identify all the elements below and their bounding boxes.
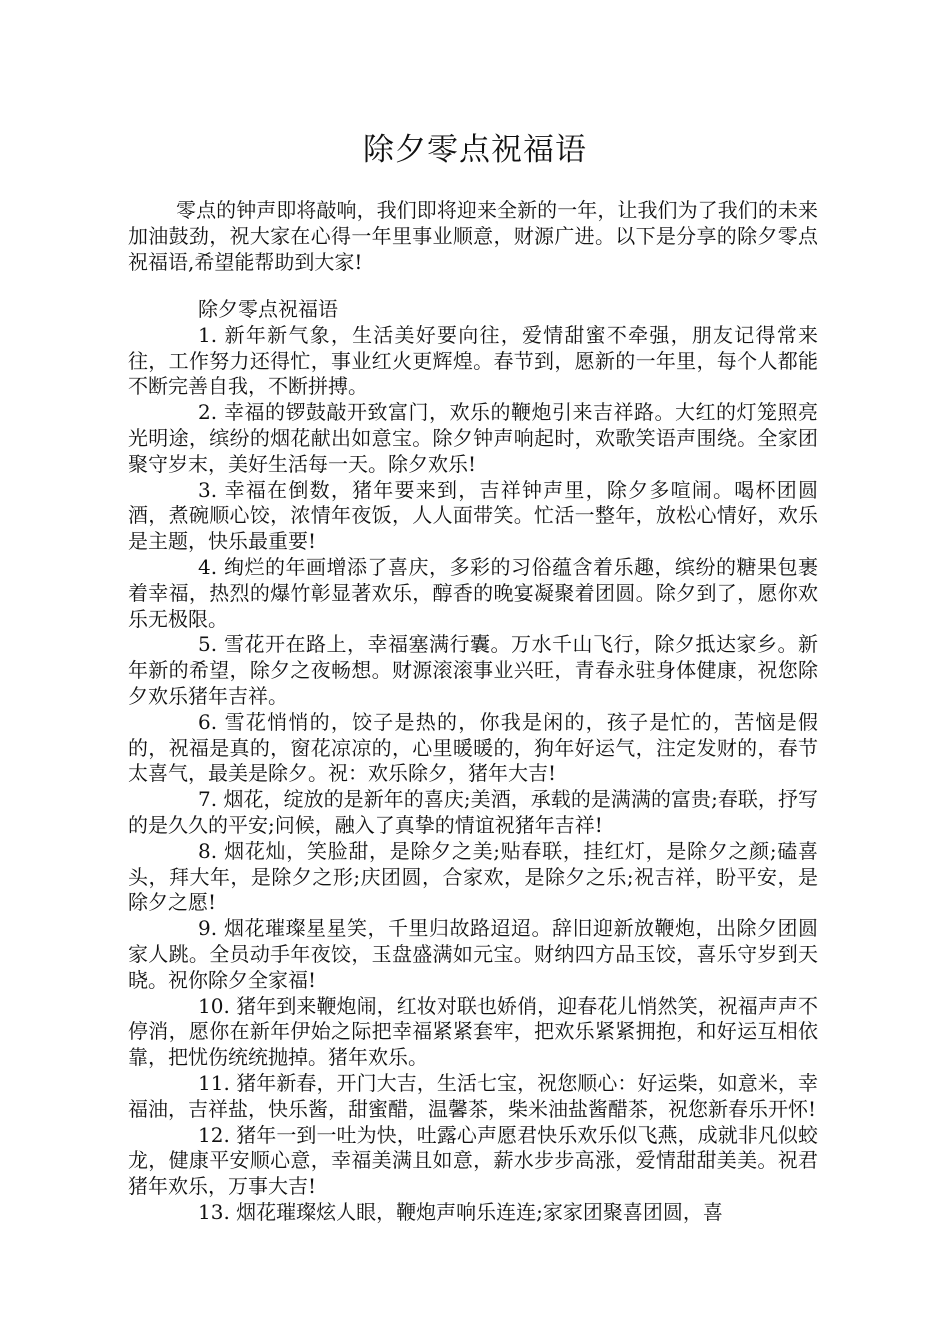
list-item: 10. 猪年到来鞭炮闹，红妆对联也娇俏，迎春花儿悄然笑，祝福声声不停消，愿你在新年伊始之际把幸福紧紧套牢，把欢乐紧紧拥抱，和好运互相依靠，把忧伤统统抛掉。猪年欢乐。 [128,993,818,1070]
list-item: 2. 幸福的锣鼓敲开致富门，欢乐的鞭炮引来吉祥路。大红的灯笼照亮光明途，缤纷的烟花献出如意宝。除夕钟声响起时，欢歌笑语声围绕。全家团聚守岁末，美好生活每一天。除夕欢乐! [128,400,818,476]
list-item: 4. 绚烂的年画增添了喜庆，多彩的习俗蕴含着乐趣，缤纷的糖果包裹着幸福，热烈的爆竹彰显著欢乐，醇香的晚宴凝聚着团圆。除夕到了，愿你欢乐无极限。 [128,554,818,631]
intro-paragraph: 零点的钟声即将敲响，我们即将迎来全新的一年，让我们为了我们的未来加油鼓劲，祝大家在心得一年里事业顺意，财源广进。以下是分享的除夕零点祝福语,希望能帮助到大家! [128,198,818,274]
list-item: 3. 幸福在倒数，猪年要来到，吉祥钟声里，除夕多喧闹。喝杯团圆酒，煮碗顺心饺，浓情年夜饭，人人面带笑。忙活一整年，放松心情好，欢乐是主题，快乐最重要! [128,477,818,554]
list-item: 11. 猪年新春，开门大吉，生活七宝，祝您顺心：好运柴，如意米，幸福油，吉祥盐，快乐酱，甜蜜醋，温馨茶，柴米油盐酱醋茶，祝您新春乐开怀! [128,1070,818,1121]
list-item: 7. 烟花，绽放的是新年的喜庆;美酒，承载的是满满的富贵;春联，抒写的是久久的平安;问候，融入了真挚的情谊祝猪年吉祥! [128,787,818,837]
document-title: 除夕零点祝福语 [363,132,587,168]
list-item: 6. 雪花悄悄的，饺子是热的，你我是闲的，孩子是忙的，苦恼是假的，祝福是真的，窗花凉凉的，心里暖暖的，狗年好运气，注定发财的，春节太喜气，最美是除夕。祝：欢乐除夕，猪年大吉! [128,709,818,786]
blessing-list [128,297,818,1226]
list-item: 12. 猪年一到一吐为快，吐露心声愿君快乐欢乐似飞燕，成就非凡似蛟龙，健康平安顺心意，幸福美满且如意，薪水步步高涨，爱情甜甜美美。祝君猪年欢乐，万事大吉! [128,1122,818,1199]
list-item: 9. 烟花璀璨星星笑，千里归故路迢迢。辞旧迎新放鞭炮，出除夕团圆家人跳。全员动手年夜饺，玉盘盛满如元宝。财纳四方品玉饺，喜乐守岁到天晓。祝你除夕全家福! [128,916,818,992]
section-heading: 除夕零点祝福语 [198,297,338,321]
list-item: 5. 雪花开在路上，幸福塞满行囊。万水千山飞行，除夕抵达家乡。新年新的希望，除夕之夜畅想。财源滚滚事业兴旺，青春永驻身体健康，祝您除夕欢乐猪年吉祥。 [128,632,818,708]
list-item: 1. 新年新气象，生活美好要向往，爱情甜蜜不牵强，朋友记得常来往，工作努力还得忙，事业红火更辉煌。春节到，愿新的一年里，每个人都能不断完善自我，不断拼搏。 [128,322,818,399]
list-item: 8. 烟花灿，笑脸甜，是除夕之美;贴春联，挂红灯，是除夕之颜;磕喜头，拜大年，是除夕之形;庆团圆，合家欢，是除夕之乐;祝吉祥，盼平安，是除夕之愿! [128,838,818,915]
list-item: 13. 烟花璀璨炫人眼，鞭炮声响乐连连;家家团聚喜团圆，喜 [198,1199,723,1224]
